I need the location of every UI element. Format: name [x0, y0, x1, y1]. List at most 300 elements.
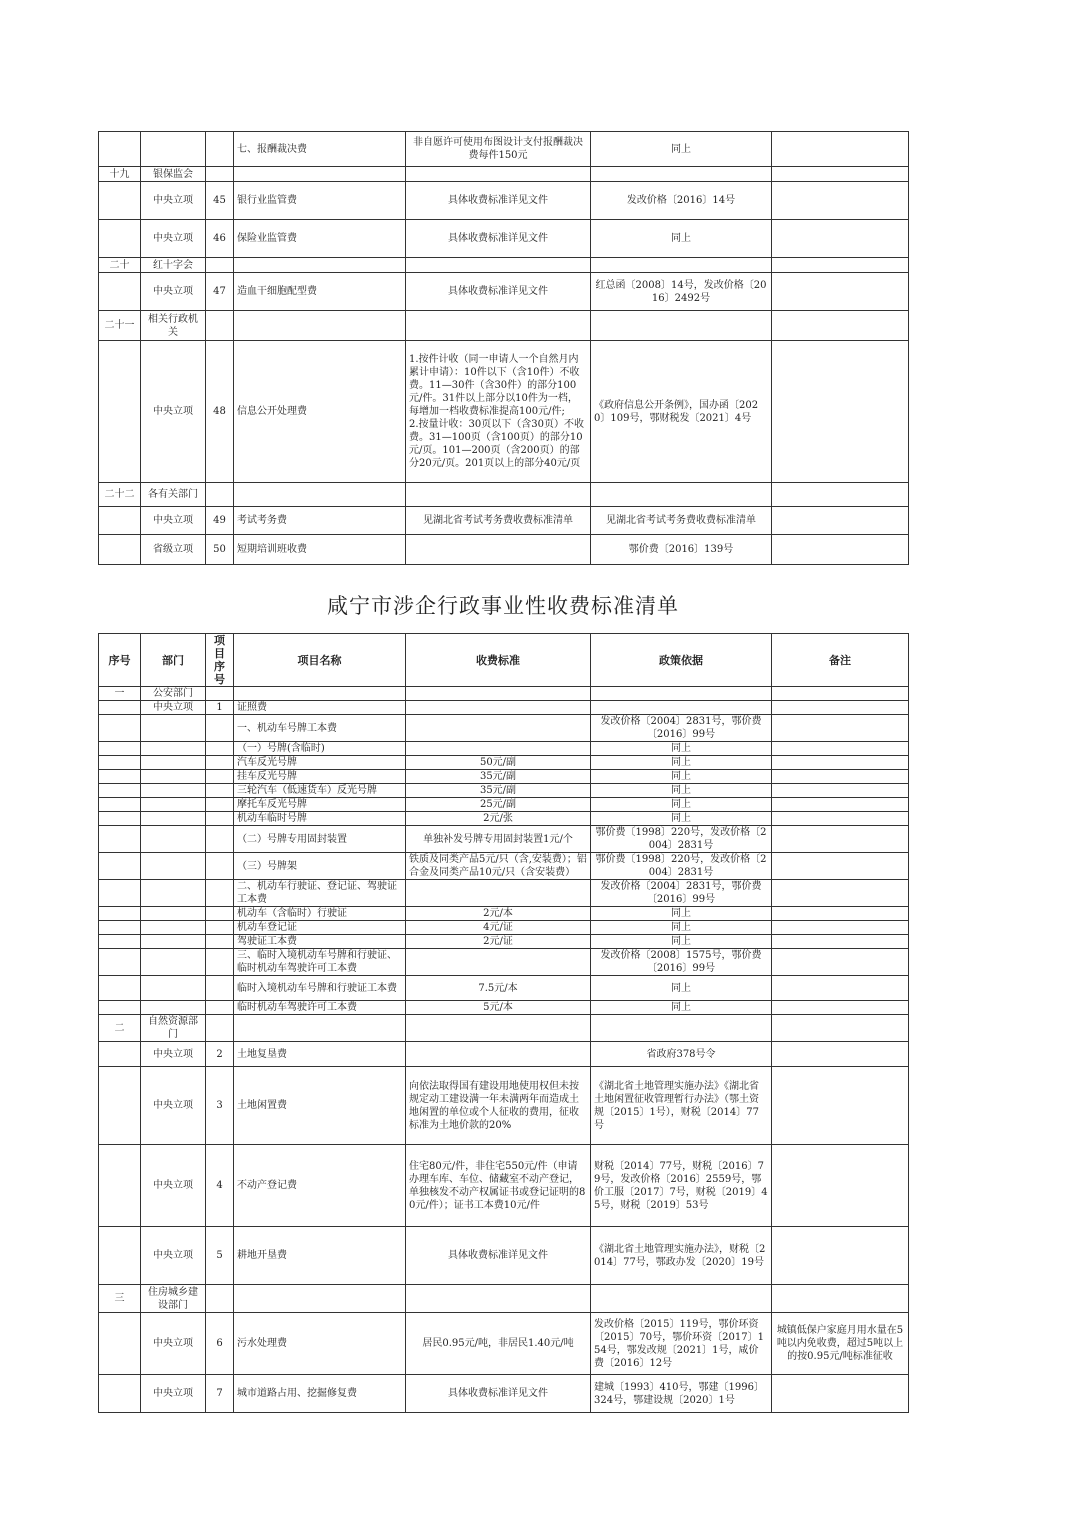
cell-seq	[99, 770, 141, 784]
table-row	[99, 976, 909, 1001]
cell-seq	[99, 853, 141, 880]
cell-fee-standard: 35元/副	[406, 770, 591, 784]
cell-seq	[99, 742, 141, 756]
cell-policy-basis: 同上	[591, 784, 772, 798]
header-policy-basis: 政策依据	[591, 634, 772, 687]
table-row	[99, 341, 909, 483]
table-row	[99, 784, 909, 798]
table-row	[99, 853, 909, 880]
table-row	[99, 1015, 909, 1042]
table-row	[99, 1313, 909, 1375]
cell-item-name: 不动产登记费	[234, 1145, 406, 1227]
cell-fee-standard	[406, 687, 591, 701]
cell-item-no: 7	[206, 1375, 234, 1413]
cell-seq	[99, 921, 141, 935]
cell-policy-basis	[591, 311, 772, 341]
cell-policy-basis: 发改价格〔2004〕2831号，鄂价费〔2016〕99号	[591, 880, 772, 907]
cell-item-name	[234, 1285, 406, 1313]
cell-fee-standard	[406, 1015, 591, 1042]
cell-seq: 二	[99, 1015, 141, 1042]
cell-note	[772, 483, 909, 507]
cell-fee-standard: 4元/证	[406, 921, 591, 935]
cell-item-no	[206, 742, 234, 756]
cell-note	[772, 1042, 909, 1067]
table-row	[99, 701, 909, 715]
cell-note	[772, 907, 909, 921]
cell-dept	[141, 907, 206, 921]
cell-note	[772, 880, 909, 907]
cell-dept	[141, 976, 206, 1001]
cell-policy-basis: 同上	[591, 770, 772, 784]
header-seq: 序号	[99, 634, 141, 687]
cell-item-no: 47	[206, 273, 234, 311]
cell-item-name: 污水处理费	[234, 1313, 406, 1375]
cell-item-no: 49	[206, 507, 234, 535]
cell-dept: 中央立项	[141, 1227, 206, 1285]
cell-item-no	[206, 1285, 234, 1313]
cell-dept: 中央立项	[141, 273, 206, 311]
table-row	[99, 1227, 909, 1285]
cell-seq	[99, 273, 141, 311]
cell-policy-basis	[591, 167, 772, 182]
cell-dept: 中央立项	[141, 701, 206, 715]
cell-item-no	[206, 311, 234, 341]
cell-policy-basis: 同上	[591, 812, 772, 826]
cell-policy-basis: 鄂价费〔2016〕139号	[591, 535, 772, 565]
cell-seq	[99, 507, 141, 535]
cell-item-name: 保险业监管费	[234, 220, 406, 258]
cell-note	[772, 853, 909, 880]
cell-item-no	[206, 258, 234, 273]
cell-item-no: 4	[206, 1145, 234, 1227]
cell-seq	[99, 715, 141, 742]
cell-fee-standard: 单独补发号牌专用固封装置1元/个	[406, 826, 591, 853]
cell-policy-basis: 同上	[591, 798, 772, 812]
cell-item-no	[206, 1001, 234, 1015]
cell-dept	[141, 798, 206, 812]
cell-item-name: 考试考务费	[234, 507, 406, 535]
cell-item-no	[206, 921, 234, 935]
cell-seq	[99, 756, 141, 770]
cell-item-name: 银行业监管费	[234, 182, 406, 220]
cell-seq	[99, 535, 141, 565]
cell-dept	[141, 949, 206, 976]
cell-fee-standard	[406, 258, 591, 273]
cell-policy-basis: 同上	[591, 756, 772, 770]
table-row	[99, 220, 909, 258]
cell-fee-standard: 住宅80元/件，非住宅550元/件（申请办理车库、车位、储藏室不动产登记，单独核发不动产权属证书或登记证明的80元/件）；证书工本费10元/件	[406, 1145, 591, 1227]
cell-policy-basis: 同上	[591, 907, 772, 921]
cell-item-name: 一、机动车号牌工本费	[234, 715, 406, 742]
cell-fee-standard	[406, 742, 591, 756]
cell-note	[772, 1285, 909, 1313]
cell-dept	[141, 1001, 206, 1015]
cell-note	[772, 167, 909, 182]
cell-note	[772, 535, 909, 565]
cell-note	[772, 784, 909, 798]
cell-dept	[141, 742, 206, 756]
cell-item-name: 造血干细胞配型费	[234, 273, 406, 311]
cell-fee-standard: 具体收费标准详见文件	[406, 273, 591, 311]
cell-item-name: 摩托车反光号牌	[234, 798, 406, 812]
cell-item-name: 机动车登记证	[234, 921, 406, 935]
cell-seq	[99, 132, 141, 167]
cell-seq	[99, 784, 141, 798]
page-title: 咸宁市涉企行政事业性收费标准清单	[327, 594, 679, 618]
cell-item-no	[206, 167, 234, 182]
table-row	[99, 273, 909, 311]
cell-seq	[99, 826, 141, 853]
cell-item-no	[206, 949, 234, 976]
cell-policy-basis: 省政府378号令	[591, 1042, 772, 1067]
table-row	[99, 483, 909, 507]
cell-policy-basis: 见湖北省考试考务费收费标准清单	[591, 507, 772, 535]
cell-fee-standard: 35元/副	[406, 784, 591, 798]
cell-policy-basis: 同上	[591, 976, 772, 1001]
table-row	[99, 1375, 909, 1413]
cell-fee-standard: 5元/本	[406, 1001, 591, 1015]
table-row	[99, 687, 909, 701]
cell-item-no	[206, 132, 234, 167]
cell-seq: 二十	[99, 258, 141, 273]
cell-policy-basis	[591, 483, 772, 507]
cell-note	[772, 935, 909, 949]
cell-policy-basis: 发改价格〔2016〕14号	[591, 182, 772, 220]
table-row	[99, 826, 909, 853]
cell-policy-basis: 同上	[591, 921, 772, 935]
cell-item-name: 临时入境机动车号牌和行驶证工本费	[234, 976, 406, 1001]
cell-note	[772, 1067, 909, 1145]
cell-seq	[99, 1375, 141, 1413]
cell-fee-standard	[406, 1285, 591, 1313]
cell-item-name: 机动车（含临时）行驶证	[234, 907, 406, 921]
cell-fee-standard: 具体收费标准详见文件	[406, 1375, 591, 1413]
main-fee-table	[98, 633, 909, 1413]
cell-item-no: 50	[206, 535, 234, 565]
cell-item-name	[234, 167, 406, 182]
cell-note	[772, 220, 909, 258]
table-row	[99, 907, 909, 921]
cell-item-name: 证照费	[234, 701, 406, 715]
header-dept: 部门	[141, 634, 206, 687]
cell-seq	[99, 182, 141, 220]
cell-item-no	[206, 715, 234, 742]
cell-item-name: 三、临时入境机动车号牌和行驶证、临时机动车驾驶许可工本费	[234, 949, 406, 976]
cell-seq	[99, 701, 141, 715]
cell-dept: 各有关部门	[141, 483, 206, 507]
cell-policy-basis: 《湖北省土地管理实施办法》《湖北省土地闲置征收管理暂行办法》（鄂土资规〔2015〕1号），财税〔2014〕77号	[591, 1067, 772, 1145]
main-table-body	[99, 687, 909, 1413]
cell-item-name: （二）号牌专用固封装置	[234, 826, 406, 853]
cell-dept: 中央立项	[141, 1375, 206, 1413]
cell-dept	[141, 784, 206, 798]
table-row	[99, 535, 909, 565]
cell-item-no: 1	[206, 701, 234, 715]
cell-fee-standard: 50元/副	[406, 756, 591, 770]
table-row	[99, 167, 909, 182]
cell-dept	[141, 132, 206, 167]
cell-dept	[141, 715, 206, 742]
table-row	[99, 756, 909, 770]
cell-policy-basis: 发改价格〔2004〕2831号，鄂价费〔2016〕99号	[591, 715, 772, 742]
cell-policy-basis: 鄂价费〔1998〕220号，发改价格〔2004〕2831号	[591, 826, 772, 853]
cell-policy-basis: 财税〔2014〕77号，财税〔2016〕79号，发改价格〔2016〕2559号，鄂价工服〔2017〕7号，财税〔2019〕45号，财税〔2019〕53号	[591, 1145, 772, 1227]
table-row	[99, 1001, 909, 1015]
cell-dept: 中央立项	[141, 1067, 206, 1145]
cell-fee-standard: 具体收费标准详见文件	[406, 1227, 591, 1285]
table-row	[99, 921, 909, 935]
table-row	[99, 798, 909, 812]
cell-item-name: 临时机动车驾驶许可工本费	[234, 1001, 406, 1015]
cell-fee-standard	[406, 949, 591, 976]
cell-item-name: 信息公开处理费	[234, 341, 406, 483]
cell-item-no: 3	[206, 1067, 234, 1145]
cell-dept: 中央立项	[141, 507, 206, 535]
table-row	[99, 742, 909, 756]
cell-fee-standard	[406, 880, 591, 907]
cell-policy-basis: 《湖北省土地管理实施办法》，财税〔2014〕77号，鄂政办发〔2020〕19号	[591, 1227, 772, 1285]
cell-fee-standard	[406, 715, 591, 742]
cell-item-name: 驾驶证工本费	[234, 935, 406, 949]
cell-fee-standard: 向依法取得国有建设用地使用权但未按规定动工建设满一年未满两年而造成土地闲置的单位或个人征收的费用，征收标准为土地价款的20%	[406, 1067, 591, 1145]
cell-dept	[141, 770, 206, 784]
cell-note	[772, 341, 909, 483]
cell-note	[772, 715, 909, 742]
cell-item-name: 二、机动车行驶证、登记证、驾驶证工本费	[234, 880, 406, 907]
table-row	[99, 880, 909, 907]
cell-seq	[99, 341, 141, 483]
cell-item-no	[206, 907, 234, 921]
cell-fee-standard: 非自愿许可使用布图设计支付报酬裁决费每件150元	[406, 132, 591, 167]
cell-item-no	[206, 812, 234, 826]
table-row	[99, 812, 909, 826]
cell-item-name: 土地闲置费	[234, 1067, 406, 1145]
cell-item-name: 土地复垦费	[234, 1042, 406, 1067]
cell-fee-standard: 2元/张	[406, 812, 591, 826]
cell-item-no	[206, 1015, 234, 1042]
header-item-name: 项目名称	[234, 634, 406, 687]
cell-seq: 二十二	[99, 483, 141, 507]
cell-item-no	[206, 687, 234, 701]
cell-policy-basis: 建城〔1993〕410号，鄂建〔1996〕324号，鄂建设规〔2020〕1号	[591, 1375, 772, 1413]
table-row	[99, 715, 909, 742]
cell-dept: 红十字会	[141, 258, 206, 273]
cell-item-name: 耕地开垦费	[234, 1227, 406, 1285]
cell-note	[772, 742, 909, 756]
cell-note	[772, 756, 909, 770]
cell-item-no	[206, 770, 234, 784]
cell-dept	[141, 921, 206, 935]
cell-item-no	[206, 935, 234, 949]
cell-policy-basis: 红总函〔2008〕14号，发改价格〔2016〕2492号	[591, 273, 772, 311]
cell-policy-basis: 同上	[591, 1001, 772, 1015]
cell-fee-standard	[406, 701, 591, 715]
cell-dept: 中央立项	[141, 182, 206, 220]
table-row	[99, 182, 909, 220]
cell-dept	[141, 812, 206, 826]
cell-seq: 十九	[99, 167, 141, 182]
cell-dept: 省级立项	[141, 535, 206, 565]
cell-note	[772, 132, 909, 167]
cell-seq	[99, 798, 141, 812]
table-row	[99, 311, 909, 341]
cell-policy-basis: 同上	[591, 935, 772, 949]
cell-dept: 银保监会	[141, 167, 206, 182]
cell-note	[772, 798, 909, 812]
cell-policy-basis: 《政府信息公开条例》，国办函〔2020〕109号，鄂财税发〔2021〕4号	[591, 341, 772, 483]
cell-item-no: 5	[206, 1227, 234, 1285]
cell-item-no	[206, 976, 234, 1001]
table-row	[99, 258, 909, 273]
cell-dept: 住房城乡建设部门	[141, 1285, 206, 1313]
cell-note	[772, 976, 909, 1001]
cell-note	[772, 258, 909, 273]
cell-item-no: 2	[206, 1042, 234, 1067]
cell-policy-basis	[591, 1285, 772, 1313]
cell-policy-basis: 同上	[591, 220, 772, 258]
cell-item-name: 三轮汽车（低速货车）反光号牌	[234, 784, 406, 798]
cell-note	[772, 826, 909, 853]
cell-seq	[99, 812, 141, 826]
cell-fee-standard: 1.按件计收（同一申请人一个自然月内累计申请）：10件以下（含10件）不收费。11—30件（含30件）的部分100元/件。31件以上部分以10件为一档，每增加一档收费标准提高100元/件; 2.按量计收：30页以下（含30页）不收费。31—100页（含100页）的部分10元/页。101—200页（含200页）的部分20元/页。201页以上的部分40元/页	[406, 341, 591, 483]
cell-item-no	[206, 483, 234, 507]
cell-item-no	[206, 880, 234, 907]
cell-seq	[99, 1313, 141, 1375]
cell-seq: 三	[99, 1285, 141, 1313]
cell-policy-basis: 鄂价费〔1998〕220号，发改价格〔2004〕2831号	[591, 853, 772, 880]
cell-item-no: 48	[206, 341, 234, 483]
cell-seq	[99, 949, 141, 976]
cell-dept	[141, 756, 206, 770]
cell-dept: 中央立项	[141, 341, 206, 483]
table-row	[99, 935, 909, 949]
cell-note	[772, 182, 909, 220]
cell-item-no: 6	[206, 1313, 234, 1375]
top-table-body	[99, 132, 909, 565]
top-fee-table	[98, 131, 909, 565]
cell-item-name	[234, 311, 406, 341]
cell-seq	[99, 935, 141, 949]
cell-item-no: 46	[206, 220, 234, 258]
cell-seq	[99, 1145, 141, 1227]
cell-dept	[141, 853, 206, 880]
cell-policy-basis: 发改价格〔2015〕119号，鄂价环资〔2015〕70号，鄂价环资〔2017〕154号，鄂发改规〔2021〕1号，咸价费〔2016〕12号	[591, 1313, 772, 1375]
cell-seq: 二十一	[99, 311, 141, 341]
cell-item-no: 45	[206, 182, 234, 220]
cell-note	[772, 1015, 909, 1042]
cell-item-name: （三）号牌架	[234, 853, 406, 880]
header-note: 备注	[772, 634, 909, 687]
cell-fee-standard	[406, 311, 591, 341]
cell-fee-standard	[406, 1042, 591, 1067]
cell-dept: 中央立项	[141, 220, 206, 258]
cell-fee-standard	[406, 483, 591, 507]
cell-policy-basis: 同上	[591, 132, 772, 167]
header-fee-standard: 收费标准	[406, 634, 591, 687]
cell-fee-standard: 见湖北省考试考务费收费标准清单	[406, 507, 591, 535]
table-row	[99, 132, 909, 167]
table-row	[99, 949, 909, 976]
cell-seq: 一	[99, 687, 141, 701]
cell-note	[772, 701, 909, 715]
cell-item-name: 七、报酬裁决费	[234, 132, 406, 167]
cell-seq	[99, 907, 141, 921]
table-row	[99, 1145, 909, 1227]
cell-note	[772, 273, 909, 311]
cell-note	[772, 1001, 909, 1015]
cell-seq	[99, 880, 141, 907]
table-row	[99, 1067, 909, 1145]
cell-fee-standard: 居民0.95元/吨，非居民1.40元/吨	[406, 1313, 591, 1375]
table-row	[99, 770, 909, 784]
cell-policy-basis	[591, 1015, 772, 1042]
cell-fee-standard: 7.5元/本	[406, 976, 591, 1001]
cell-fee-standard: 铁质及同类产品5元/只（含,安装费）；铝合金及同类产品10元/只（含安装费）	[406, 853, 591, 880]
cell-policy-basis: 同上	[591, 742, 772, 756]
cell-policy-basis	[591, 258, 772, 273]
cell-item-name: 机动车临时号牌	[234, 812, 406, 826]
cell-seq	[99, 976, 141, 1001]
cell-note	[772, 311, 909, 341]
cell-item-name: （一）号牌(含临时)	[234, 742, 406, 756]
cell-seq	[99, 1001, 141, 1015]
cell-note	[772, 949, 909, 976]
cell-item-name	[234, 1015, 406, 1042]
cell-item-no	[206, 784, 234, 798]
cell-fee-standard	[406, 167, 591, 182]
cell-note	[772, 921, 909, 935]
table-row	[99, 507, 909, 535]
cell-dept: 中央立项	[141, 1145, 206, 1227]
header-item-no: 项目序号	[206, 634, 234, 687]
cell-seq	[99, 220, 141, 258]
cell-fee-standard: 2元/本	[406, 907, 591, 921]
cell-dept: 中央立项	[141, 1313, 206, 1375]
cell-dept	[141, 880, 206, 907]
cell-policy-basis: 发改价格〔2008〕1575号，鄂价费〔2016〕99号	[591, 949, 772, 976]
cell-seq	[99, 1227, 141, 1285]
cell-fee-standard	[406, 535, 591, 565]
cell-note	[772, 1375, 909, 1413]
cell-note	[772, 507, 909, 535]
cell-item-no	[206, 853, 234, 880]
cell-fee-standard: 25元/副	[406, 798, 591, 812]
cell-item-name	[234, 687, 406, 701]
cell-dept: 相关行政机关	[141, 311, 206, 341]
cell-dept	[141, 826, 206, 853]
cell-note	[772, 812, 909, 826]
cell-policy-basis	[591, 687, 772, 701]
cell-seq	[99, 1067, 141, 1145]
cell-item-name	[234, 258, 406, 273]
cell-item-no	[206, 826, 234, 853]
cell-dept	[141, 935, 206, 949]
cell-policy-basis	[591, 701, 772, 715]
cell-note	[772, 1227, 909, 1285]
cell-fee-standard: 2元/证	[406, 935, 591, 949]
cell-seq	[99, 1042, 141, 1067]
cell-item-no	[206, 756, 234, 770]
cell-fee-standard: 具体收费标准详见文件	[406, 220, 591, 258]
cell-item-name: 汽车反光号牌	[234, 756, 406, 770]
table-row	[99, 1285, 909, 1313]
cell-note	[772, 687, 909, 701]
table-row	[99, 1042, 909, 1067]
cell-item-name: 短期培训班收费	[234, 535, 406, 565]
cell-item-name	[234, 483, 406, 507]
cell-note	[772, 770, 909, 784]
cell-note: 城镇低保户家庭月用水量在5吨以内免收费，超过5吨以上的按0.95元/吨标准征收	[772, 1313, 909, 1375]
